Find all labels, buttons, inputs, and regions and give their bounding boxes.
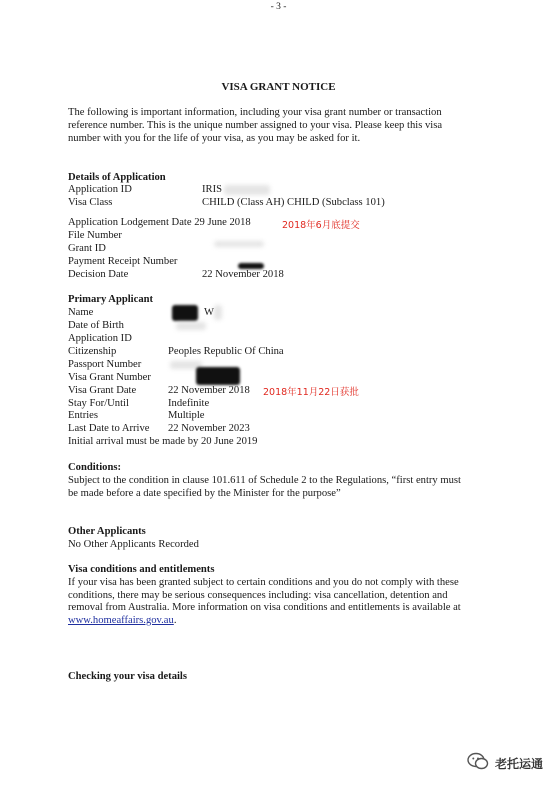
entitlements-line: If your visa has been granted subject to certain conditions and you do not comply with these bbox=[68, 577, 459, 588]
lodgement-annotation: 2018年6月底提交 bbox=[282, 220, 360, 231]
homeaffairs-link-line bbox=[68, 615, 176, 627]
primary-applicant-heading: Primary Applicant bbox=[68, 294, 154, 305]
redaction-blur bbox=[176, 322, 206, 330]
conditions-line: Subject to the condition in clause 101.611 of Schedule 2 to the Regulations, “first entry must bbox=[68, 475, 461, 486]
payment-receipt-label: Payment Receipt Number bbox=[68, 256, 178, 267]
wechat-watermark bbox=[467, 752, 543, 775]
visa-class-value: CHILD (Class AH) CHILD (Subclass 101) bbox=[202, 197, 385, 208]
redaction-blur bbox=[214, 305, 222, 320]
lodgement-date: Application Lodgement Date 29 June 2018 bbox=[68, 217, 251, 228]
passport-label: Passport Number bbox=[68, 359, 142, 370]
stay-label: Stay For/Until bbox=[68, 398, 129, 409]
redaction-mark bbox=[196, 367, 240, 385]
watermark-text: 老托运通 bbox=[494, 757, 543, 771]
primary-application-id-label: Application ID bbox=[68, 333, 132, 344]
grant-number-label: Visa Grant Number bbox=[68, 372, 151, 383]
name-label: Name bbox=[68, 307, 94, 318]
citizenship-value: Peoples Republic Of China bbox=[168, 346, 284, 357]
decision-date-value: 22 November 2018 bbox=[202, 269, 284, 280]
stay-value: Indefinite bbox=[168, 398, 210, 409]
intro-line: reference number. This is the unique number assigned to your visa. Please keep this visa bbox=[68, 120, 443, 131]
grant-date-annotation: 2018年11月22日获批 bbox=[263, 387, 359, 398]
checking-heading: Checking your visa details bbox=[68, 671, 187, 682]
visa-class-label: Visa Class bbox=[68, 197, 113, 208]
link-suffix: . bbox=[173, 615, 177, 626]
redaction-blur bbox=[224, 185, 270, 195]
initial-arrival: Initial arrival must be made by 20 June 2019 bbox=[68, 436, 258, 447]
application-id-value: IRIS bbox=[202, 184, 223, 195]
dob-label: Date of Birth bbox=[68, 320, 124, 331]
last-date-value: 22 November 2023 bbox=[168, 423, 250, 434]
page-number: - 3 - bbox=[270, 2, 287, 12]
redaction-blur bbox=[214, 241, 264, 247]
decision-date-label: Decision Date bbox=[68, 269, 129, 280]
conditions-line: be made before a date specified by the Minister for the purpose” bbox=[68, 488, 341, 499]
entries-label: Entries bbox=[68, 410, 99, 421]
entitlements-line: removal from Australia. More information on visa conditions and entitlements is available at bbox=[68, 602, 461, 613]
conditions-heading: Conditions: bbox=[68, 462, 121, 473]
entries-value: Multiple bbox=[168, 410, 205, 421]
name-value: W bbox=[204, 307, 214, 318]
application-id-label: Application ID bbox=[68, 184, 132, 195]
grant-id-label: Grant ID bbox=[68, 243, 106, 254]
citizenship-label: Citizenship bbox=[68, 346, 117, 357]
file-number-label: File Number bbox=[68, 230, 122, 241]
homeaffairs-link[interactable]: www.homeaffairs.gov.au bbox=[68, 615, 174, 626]
intro-line: number with you for the life of your visa, as you may be asked for it. bbox=[68, 133, 361, 144]
last-date-label: Last Date to Arrive bbox=[68, 423, 150, 434]
other-applicants-heading: Other Applicants bbox=[68, 526, 146, 537]
entitlements-line: conditions, there may be serious consequences including: visa cancellation, detention and bbox=[68, 590, 448, 601]
wechat-logo-icon bbox=[467, 752, 489, 775]
grant-date-label: Visa Grant Date bbox=[68, 385, 137, 396]
intro-line: The following is important information, including your visa grant number or transaction bbox=[68, 107, 442, 118]
entitlements-heading: Visa conditions and entitlements bbox=[68, 564, 215, 575]
grant-date-value: 22 November 2018 bbox=[168, 385, 250, 396]
notice-title: VISA GRANT NOTICE bbox=[221, 81, 336, 93]
details-heading: Details of Application bbox=[68, 172, 166, 183]
other-applicants-text: No Other Applicants Recorded bbox=[68, 539, 199, 550]
redaction-mark bbox=[172, 305, 198, 321]
